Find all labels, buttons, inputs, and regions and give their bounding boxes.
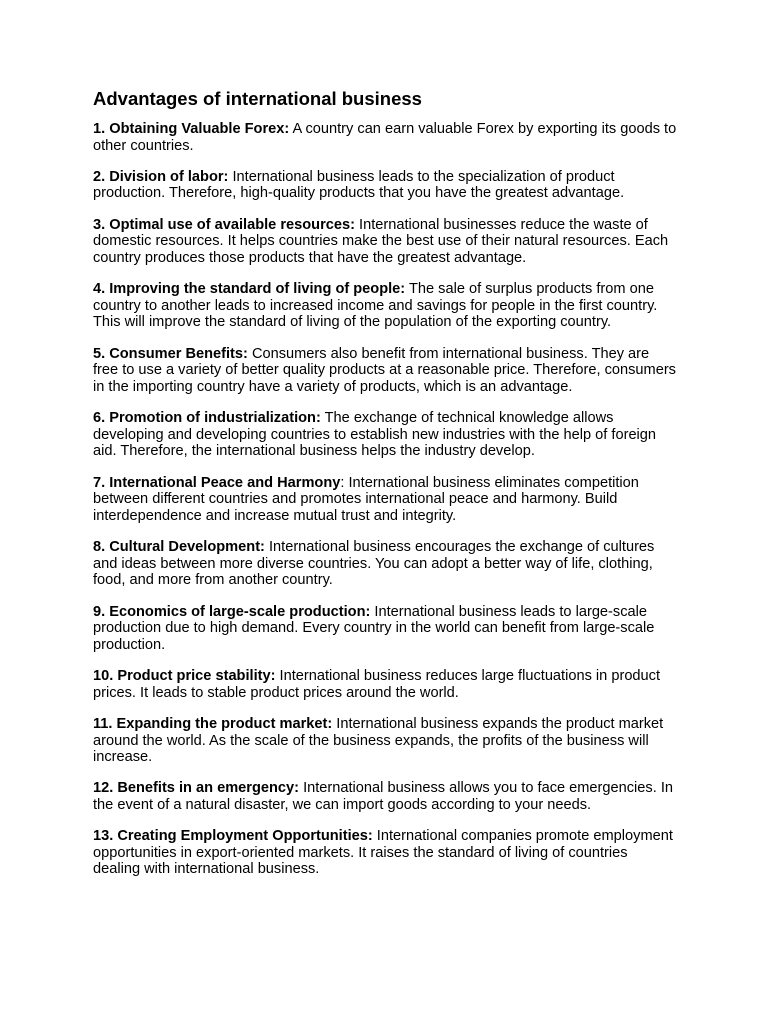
document-page bbox=[93, 88, 678, 893]
list-item bbox=[93, 668, 678, 701]
item-text: International business reduces large fluctuations in product prices. It leads to stable product prices around the world. bbox=[93, 668, 661, 701]
list-item bbox=[93, 604, 678, 654]
item-heading: 11. Expanding the product market: bbox=[93, 715, 333, 732]
item-heading: 13. Creating Employment Opportunities: bbox=[93, 828, 373, 845]
item-text: International business encourages the exchange of cultures and ideas between more diverse countries. You can adopt a better way of life, clothing, food, and more from another country. bbox=[93, 539, 655, 589]
item-text: The sale of surplus products from one country to another leads to increased income and savings for people in the first country. This will improve the standard of living of the population of the exporting country. bbox=[93, 281, 658, 331]
item-heading: 3. Optimal use of available resources: bbox=[93, 216, 355, 233]
item-text: International business leads to large-scale production due to high demand. Every country in the world can benefit from large-scale production. bbox=[93, 603, 655, 653]
item-heading: 10. Product price stability: bbox=[93, 668, 276, 685]
item-text: Consumers also benefit from international business. They are free to use a variety of better quality products at a reasonable price. Therefore, consumers in the importing country have a variety of products, which is an advantage. bbox=[93, 345, 676, 395]
list-item bbox=[93, 346, 678, 396]
item-text: International business expands the product market around the world. As the scale of the business expands, the profits of the business will increase. bbox=[93, 715, 664, 766]
list-item bbox=[93, 281, 678, 331]
item-heading: 7. International Peace and Harmony bbox=[93, 474, 341, 491]
list-item bbox=[93, 475, 678, 525]
list-item bbox=[93, 716, 678, 766]
item-heading: 8. Cultural Development: bbox=[93, 539, 265, 556]
item-text: : International business eliminates competition between different countries and promotes international peace and harmony. Build interdependence and increase mutual trust and integrity. bbox=[93, 474, 639, 524]
item-text: International business allows you to face emergencies. In the event of a natural disaster, we can import goods according to your needs. bbox=[93, 780, 673, 813]
item-text: International business leads to the specialization of product production. Therefore, high-quality products that you have the greatest advantage. bbox=[93, 168, 625, 202]
list-item bbox=[93, 539, 678, 589]
item-heading: 6. Promotion of industrialization: bbox=[93, 410, 321, 427]
item-heading: 1. Obtaining Valuable Forex: bbox=[93, 121, 290, 137]
item-heading: 5. Consumer Benefits: bbox=[93, 345, 248, 362]
list-item bbox=[93, 780, 678, 813]
document-title: Advantages of international business bbox=[93, 88, 422, 109]
list-item bbox=[93, 828, 678, 878]
item-text: International businesses reduce the waste of domestic resources. It helps countries make the best use of their natural resources. Each country produces those products that have the greatest advantage. bbox=[93, 216, 669, 266]
item-heading: 12. Benefits in an emergency: bbox=[93, 780, 300, 797]
item-heading: 9. Economics of large-scale production: bbox=[93, 603, 371, 620]
item-text: International companies promote employment opportunities in export-oriented markets. It raises the standard of living of countries dealing with international business. bbox=[93, 828, 673, 878]
item-text: A country can earn valuable Forex by exporting its goods to other countries. bbox=[93, 121, 677, 154]
item-heading: 2. Division of labor: bbox=[93, 168, 229, 185]
item-text: The exchange of technical knowledge allows developing and developing countries to establish new industries with the help of foreign aid. Therefore, the international business helps the industry develop. bbox=[93, 410, 657, 460]
list-item bbox=[93, 121, 678, 154]
list-item bbox=[93, 410, 678, 460]
item-heading: 4. Improving the standard of living of people: bbox=[93, 281, 406, 298]
list-item bbox=[93, 217, 678, 267]
list-item bbox=[93, 169, 678, 202]
